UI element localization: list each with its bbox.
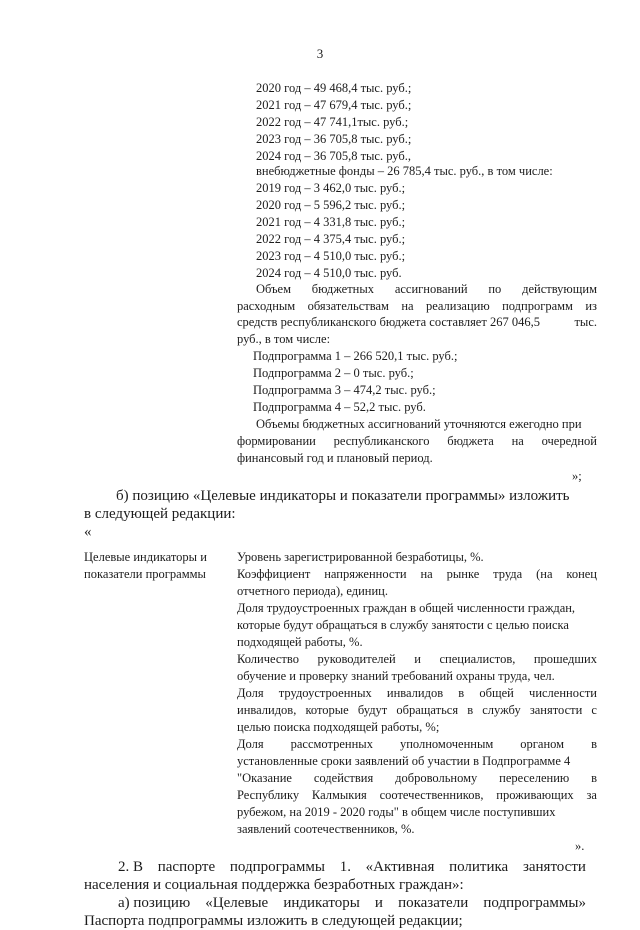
word: рынке [446, 567, 480, 581]
word: очередной [541, 434, 597, 448]
indicator-line: установленные сроки заявлений об участии в Подпрограмме 4 [237, 754, 571, 768]
word: труда [493, 567, 523, 581]
indicator-line: Уровень зарегистрированной безработицы, %. [237, 550, 484, 564]
indicator-line [237, 702, 597, 719]
word: соотечественников, [379, 788, 484, 802]
word: а) позицию [118, 895, 191, 911]
republic-year-line: 2022 год – 47 741,1тыс. руб.; [256, 115, 409, 129]
word: напряженности [324, 567, 407, 581]
word: на [511, 434, 524, 448]
word: тыс. [574, 315, 597, 329]
word: (на [536, 567, 553, 581]
volume-line [237, 314, 597, 331]
item-b-line: б) позицию «Целевые индикаторы и показатели программы» изложить [116, 488, 570, 504]
extrabudget-year-line: 2020 год – 5 596,2 тыс. руб.; [256, 198, 406, 212]
word: и [374, 895, 383, 911]
word: будут [357, 703, 388, 717]
indicator-line: которые будут обращаться в службу занятости с целью поиска [237, 618, 569, 632]
word: индикаторы [283, 895, 360, 911]
word: за [586, 788, 597, 802]
word: занятости [522, 859, 586, 875]
annual-line: Объемы бюджетных ассигнований уточняются ежегодно при [256, 417, 582, 431]
word: в [458, 686, 465, 700]
justified-words [237, 298, 597, 315]
item-b-line: в следующей редакции: [84, 506, 236, 522]
word: органом [520, 737, 565, 751]
justified-words [237, 651, 597, 668]
word: в [467, 703, 474, 717]
word: подпрограмм [502, 299, 573, 313]
indicator-line: целью поиска подходящей работы, %; [237, 720, 440, 734]
indicator-line: отчетного периода), единиц. [237, 584, 388, 598]
subprogram-line: Подпрограмма 1 – 266 520,1 тыс. руб.; [253, 349, 458, 363]
indicators-closing-quote: ». [575, 839, 585, 853]
extrabudget-year-line: 2024 год – 4 510,0 тыс. руб. [256, 266, 402, 280]
indicator-line [237, 651, 597, 668]
word: паспорте [157, 859, 216, 875]
justified-words [237, 685, 597, 702]
word: обращаться [396, 703, 459, 717]
word: переселению [499, 771, 570, 785]
word: численности [529, 686, 597, 700]
justified-words [118, 858, 586, 876]
indicator-line: Доля трудоустроенных граждан в общей численности граждан, [237, 601, 576, 615]
justified-words [237, 736, 597, 753]
word: инвалидов, [237, 703, 297, 717]
justified-words [237, 433, 597, 450]
word: занятости [529, 703, 583, 717]
justified-words [118, 894, 586, 912]
indicator-line: заявлений соотечественников, %. [237, 822, 415, 836]
justified-words [256, 281, 597, 298]
extrabudget-year-line: 2023 год – 4 510,0 тыс. руб.; [256, 249, 406, 263]
word: с [591, 703, 597, 717]
item-a-line: Паспорта подпрограммы изложить в следующей редакции; [84, 913, 463, 929]
word: формировании [237, 434, 316, 448]
indicator-line [237, 736, 597, 753]
extrabudget-year-line: 2022 год – 4 375,4 тыс. руб.; [256, 232, 406, 246]
justified-words [237, 702, 597, 719]
word: на [401, 299, 414, 313]
word: в [591, 737, 597, 751]
word: специалистов, [439, 652, 516, 666]
word: общей [479, 686, 514, 700]
indicators-label-line: показатели программы [84, 567, 206, 581]
word: "Оказание [237, 771, 292, 785]
subprogram-line: Подпрограмма 3 – 474,2 тыс. руб.; [253, 383, 436, 397]
word: «Активная [365, 859, 435, 875]
republic-year-line: 2023 год – 36 705,8 тыс. руб.; [256, 132, 412, 146]
word: «Целевые [205, 895, 269, 911]
word: уполномоченным [399, 737, 494, 751]
justified-words [237, 314, 597, 331]
indicator-line [237, 787, 597, 804]
word: подпрограммы» [483, 895, 586, 911]
word: и [414, 652, 421, 666]
subprogram-line: Подпрограмма 2 – 0 тыс. руб.; [253, 366, 414, 380]
word: бюджета [447, 434, 494, 448]
word: Доля [237, 686, 264, 700]
word: подпрограммы [229, 859, 325, 875]
word: Республику [237, 788, 300, 802]
word: добровольному [395, 771, 478, 785]
word: в [591, 771, 597, 785]
word: Объем [256, 282, 291, 296]
word: политика [449, 859, 509, 875]
funding-closing-quote: »; [572, 469, 582, 483]
word: инвалидов [386, 686, 444, 700]
indicator-line: подходящей работы, %. [237, 635, 363, 649]
word: трудоустроенных [278, 686, 372, 700]
word: рассмотренных [290, 737, 373, 751]
word: на [420, 567, 433, 581]
word: Доля [237, 737, 264, 751]
republic-year-line: 2021 год – 47 679,4 тыс. руб.; [256, 98, 412, 112]
extrabudget-intro: внебюджетные фонды – 26 785,4 тыс. руб., в том числе: [256, 164, 553, 178]
item-2-line: населения и социальная поддержка безработных граждан»: [84, 877, 464, 893]
volume-line-first [256, 281, 597, 298]
word: 1. [339, 859, 351, 875]
subprogram-line: Подпрограмма 4 – 52,2 тыс. руб. [253, 400, 426, 414]
word: по [488, 282, 502, 296]
word: Количество [237, 652, 299, 666]
word: которые [305, 703, 349, 717]
item-b-open-quote: « [84, 524, 92, 540]
item-a-line [118, 894, 586, 912]
extrabudget-year-line: 2021 год – 4 331,8 тыс. руб.; [256, 215, 406, 229]
word: конец [566, 567, 597, 581]
annual-line [237, 433, 597, 450]
word: 2. В [118, 859, 144, 875]
volume-line [237, 298, 597, 315]
word: бюджетных [311, 282, 375, 296]
indicator-line [237, 685, 597, 702]
volume-line: руб., в том числе: [237, 332, 331, 346]
word: ассигнований [394, 282, 468, 296]
word: действующим [522, 282, 597, 296]
word: показатели [398, 895, 469, 911]
indicators-label-line: Целевые индикаторы и [84, 550, 207, 564]
indicator-line: обучение и проверку знаний требований охраны труда, чел. [237, 669, 555, 683]
indicator-line: рубежом, на 2019 - 2020 годы" в общем числе поступивших [237, 805, 556, 819]
word: Калмыкия [311, 788, 367, 802]
word: Коэффициент [237, 567, 311, 581]
page-number: 3 [316, 46, 324, 61]
word: из [585, 299, 597, 313]
word: проживающих [496, 788, 574, 802]
word: руководителей [317, 652, 396, 666]
word: обязательствам [307, 299, 389, 313]
justified-words [237, 566, 597, 583]
word: республиканского [333, 434, 430, 448]
word: прошедших [533, 652, 597, 666]
word: реализацию [425, 299, 490, 313]
word: службу [482, 703, 521, 717]
republic-year-line: 2020 год – 49 468,4 тыс. руб.; [256, 81, 412, 95]
extrabudget-year-line: 2019 год – 3 462,0 тыс. руб.; [256, 181, 406, 195]
item-2-line [118, 858, 586, 876]
justified-words [237, 787, 597, 804]
indicator-line [237, 566, 597, 583]
word: расходным [237, 299, 296, 313]
word: средств республиканского бюджета составляет 267 046,5 [237, 315, 540, 329]
justified-words [237, 770, 597, 787]
annual-line: финансовый год и плановый период. [237, 451, 433, 465]
republic-year-line: 2024 год – 36 705,8 тыс. руб., [256, 149, 412, 163]
indicator-line [237, 770, 597, 787]
word: содействия [313, 771, 374, 785]
